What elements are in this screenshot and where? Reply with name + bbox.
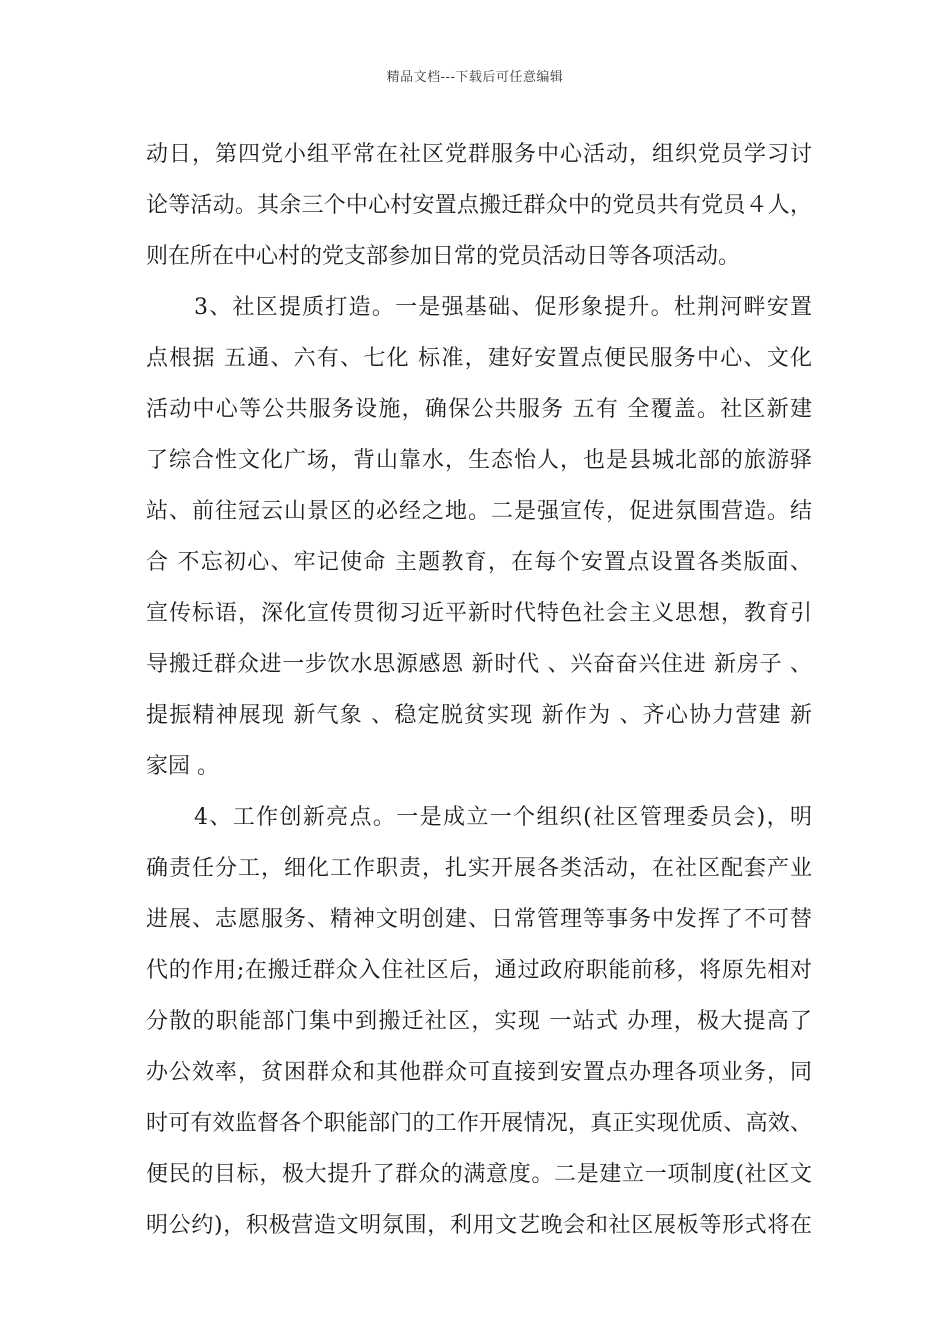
text-line: 动日，第四党小组平常在社区党群服务中心活动，组织党员学习讨 <box>146 142 812 167</box>
text-line: 点根据 五通、六有、七化 标准，建好安置点便民服务中心、文化 <box>146 346 812 371</box>
text-line: 活动中心等公共服务设施，确保公共服务 五有 全覆盖。社区新建 <box>146 397 812 422</box>
text-line: 家园 。 <box>146 754 219 779</box>
text-line: 代的作用;在搬迁群众入住社区后，通过政府职能前移，将原先相对 <box>146 958 812 983</box>
text-line: 4、工作创新亮点。一是成立一个组织(社区管理委员会)，明 <box>194 805 812 830</box>
text-line: 办公效率，贫困群众和其他群众可直接到安置点办理各项业务，同 <box>146 1060 812 1085</box>
document-body <box>146 129 812 1251</box>
text-line: 分散的职能部门集中到搬迁社区，实现 一站式 办理，极大提高了 <box>146 1009 812 1034</box>
text-line: 导搬迁群众进一步饮水思源感恩 新时代 、兴奋奋兴住进 新房子 、 <box>146 652 812 677</box>
text-line: 3、社区提质打造。一是强基础、促形象提升。杜荆河畔安置 <box>194 295 812 320</box>
text-line: 便民的目标，极大提升了群众的满意度。二是建立一项制度(社区文 <box>146 1162 812 1187</box>
text-line: 时可有效监督各个职能部门的工作开展情况，真正实现优质、高效、 <box>146 1111 812 1136</box>
text-line: 则在所在中心村的党支部参加日常的党员活动日等各项活动。 <box>146 244 741 269</box>
text-line: 站、前往冠云山景区的必经之地。二是强宣传，促进氛围营造。结 <box>146 499 812 524</box>
text-line: 论等活动。其余三个中心村安置点搬迁群众中的党员共有党员４人， <box>146 193 812 218</box>
text-line: 明公约)，积极营造文明氛围，利用文艺晚会和社区展板等形式将在 <box>146 1213 812 1238</box>
text-line: 了综合性文化广场，背山靠水，生态怡人，也是县城北部的旅游驿 <box>146 448 812 473</box>
text-line: 宣传标语，深化宣传贯彻习近平新时代特色社会主义思想，教育引 <box>146 601 812 626</box>
text-line: 确责任分工，细化工作职责，扎实开展各类活动，在社区配套产业 <box>146 856 812 881</box>
text-line: 进展、志愿服务、精神文明创建、日常管理等事务中发挥了不可替 <box>146 907 812 932</box>
text-line: 合 不忘初心、牢记使命 主题教育，在每个安置点设置各类版面、 <box>146 550 812 575</box>
text-line: 提振精神展现 新气象 、稳定脱贫实现 新作为 、齐心协力营建 新 <box>146 703 812 728</box>
page-header: 精品文档---下载后可任意编辑 <box>386 70 564 85</box>
